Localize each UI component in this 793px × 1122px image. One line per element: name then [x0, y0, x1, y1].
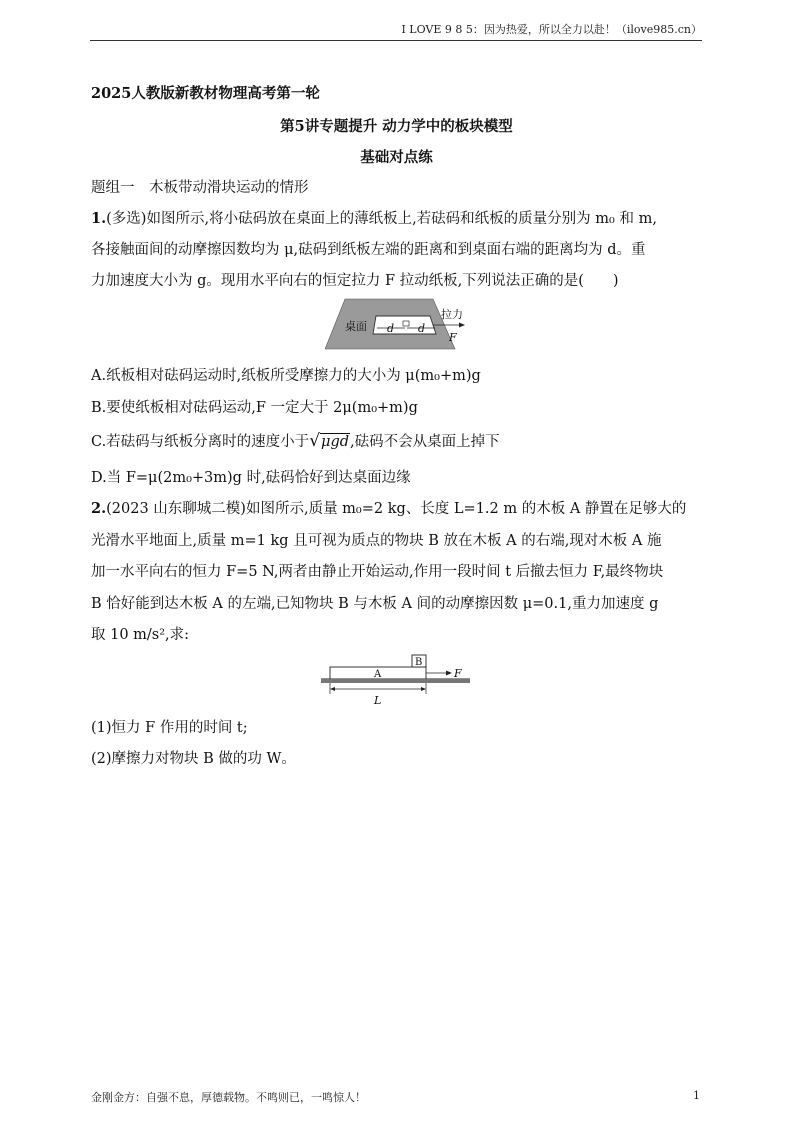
- length-arrowhead-left: [330, 687, 335, 691]
- lesson-title: 第5讲专题提升 动力学中的板块模型: [280, 118, 513, 135]
- q1-option-c: [91, 430, 500, 451]
- ground-hatch: [321, 679, 470, 683]
- q1-option-b: B.要使纸板相对砝码运动,F 一定大于 2μ(m₀+m)g: [91, 400, 418, 416]
- q1-option-a: A.纸板相对砝码运动时,纸板所受摩擦力的大小为 μ(m₀+m)g: [91, 368, 481, 384]
- q2-figure: [318, 652, 473, 708]
- q2-text-1: 如图所示,质量 m₀=2 kg、长度 L=1.2 m 的木板 A 静置在足够大的: [245, 501, 687, 517]
- pull-label: 拉力: [441, 308, 463, 321]
- q1-option-c-pre: C.若砝码与纸板分离时的速度小于: [91, 434, 310, 450]
- q1-line3: 力加速度大小为 g。现用水平向右的恒定拉力 F 拉动纸板,下列说法正确的是( ): [91, 273, 619, 289]
- pull-arrowhead: [459, 323, 465, 328]
- weight-block: [403, 321, 409, 326]
- header-rule: [90, 40, 702, 41]
- q2-force-label: F: [454, 667, 462, 680]
- q1-force-label: F: [449, 331, 457, 344]
- q2-line2: 光滑水平地面上,质量 m=1 kg 且可视为质点的物块 B 放在木板 A 的右端,现对木板 A 施: [91, 533, 662, 549]
- q2-force-arrowhead: [446, 671, 452, 676]
- sqrt-sign: √: [309, 431, 321, 451]
- q1-line2: 各接触面间的动摩擦因数均为 μ,砝码到纸板左端的距离和到桌面右端的距离均为 d。重: [91, 242, 646, 258]
- section-title: 基础对点练: [360, 149, 433, 166]
- board-label: A: [374, 669, 382, 680]
- q2-source: (2023 山东聊城二模): [106, 501, 246, 517]
- q2-sub1: (1)恒力 F 作用的时间 t;: [91, 720, 248, 736]
- page-header: I LOVE 9 8 5：因为热爱，所以全力以赴！（ilove985.cn）: [401, 23, 702, 36]
- q2-line5: 取 10 m/s²,求:: [91, 627, 190, 643]
- q1-text-1: 如图所示,将小砝码放在桌面上的薄纸板上,若砝码和纸板的质量分别为 m₀ 和 m,: [146, 211, 657, 227]
- q2-line1: [91, 497, 686, 518]
- page-number: 1: [693, 1089, 700, 1102]
- q1-option-c-post: ,砝码不会从桌面上掉下: [350, 434, 500, 450]
- footer-motto: 金刚金方：自强不息，厚德载物。不鸣则已，一鸣惊人！: [91, 1091, 366, 1104]
- q1-option-c-sqrt: μgd: [321, 434, 350, 450]
- length-arrowhead-right: [421, 687, 426, 691]
- q1-option-d: D.当 F=μ(2m₀+3m)g 时,砝码恰好到达桌面边缘: [91, 470, 411, 486]
- length-label: L: [374, 694, 382, 707]
- table-label: 桌面: [345, 320, 367, 333]
- q2-line3: 加一水平向右的恒力 F=5 N,两者由静止开始运动,作用一段时间 t 后撤去恒力 F,最终物块: [91, 564, 664, 580]
- block-label: B: [415, 657, 423, 668]
- q1-number: 1.: [91, 210, 107, 227]
- q1-line1: [91, 207, 657, 228]
- q2-sub2: (2)摩擦力对物块 B 做的功 W。: [91, 751, 296, 767]
- group-title: 题组一 木板带动滑块运动的情形: [91, 180, 309, 196]
- q2-number: 2.: [91, 500, 107, 517]
- q2-line4: B 恰好能到达木板 A 的左端,已知物块 B 与木板 A 间的动摩擦因数 μ=0.1,重力加速度 g: [91, 596, 659, 612]
- d-label-left: d: [387, 322, 395, 335]
- q1-figure: [325, 296, 470, 356]
- d-label-right: d: [418, 322, 426, 335]
- series-title: 2025人教版新教材物理高考第一轮: [91, 85, 320, 102]
- q1-tag: (多选): [106, 211, 147, 227]
